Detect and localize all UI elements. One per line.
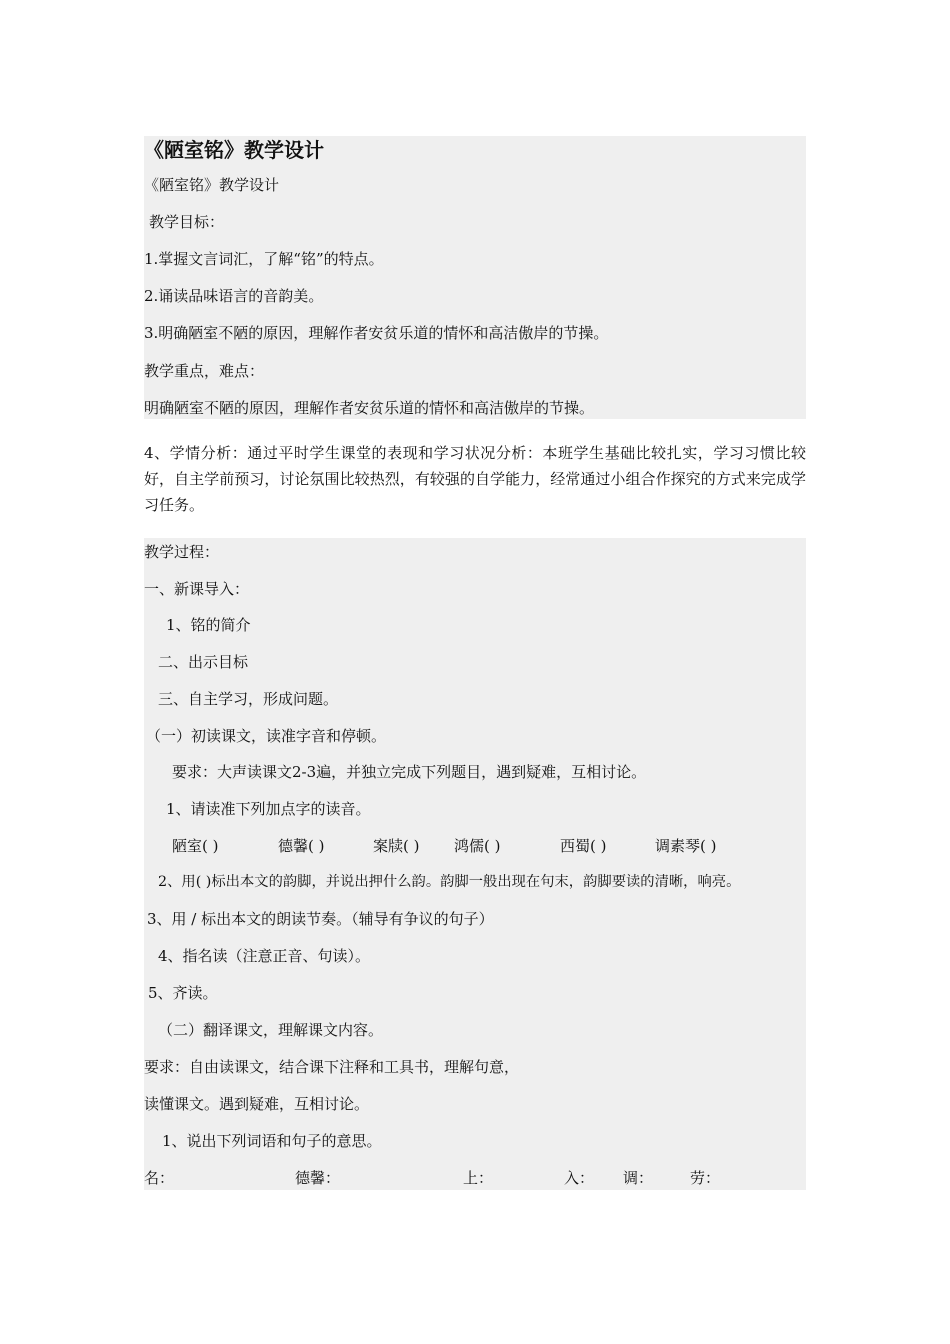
pinyin-item: 鸿儒( ) — [454, 837, 501, 855]
vocab-item: 上： — [463, 1169, 494, 1187]
intro-item: 1、铭的简介 — [166, 616, 251, 634]
objectives-heading: 教学目标： — [149, 213, 225, 231]
pinyin-item: 西蜀( ) — [560, 837, 607, 855]
objective-item: 3.明确陋室不陋的原因，理解作者安贫乐道的情怀和高洁傲岸的节操。 — [144, 324, 609, 342]
pinyin-item: 案牍( ) — [373, 837, 420, 855]
section-show-goals: 二、出示目标 — [158, 653, 249, 671]
task-6: 1、说出下列词语和句子的意思。 — [162, 1132, 382, 1150]
vocab-item: 劳： — [690, 1169, 721, 1187]
task-1: 1、请读准下列加点字的读音。 — [166, 800, 371, 818]
section-intro: 一、新课导入： — [144, 580, 250, 598]
task-2: 2、用( )标出本文的韵脚，并说出押什么韵。韵脚一般出现在句末，韵脚要读的清晰，响亮。 — [158, 874, 741, 890]
requirement-1: 要求：大声读课文2-3遍，并独立完成下列题目，遇到疑难，互相讨论。 — [172, 763, 647, 781]
task-4: 4、指名读（注意正音、句读）。 — [158, 947, 371, 965]
learner-analysis: 4、学情分析：通过平时学生课堂的表现和学习状况分析：本班学生基础比较扎实，学习习惯比较好，自主学前预习，讨论氛围比较热烈，有较强的自学能力，经常通过小组合作探究的方式来完成学习任务。 — [144, 444, 806, 514]
task-5: 5、齐读。 — [148, 984, 218, 1002]
requirement-2-line-2: 读懂课文。遇到疑难，互相讨论。 — [144, 1095, 370, 1113]
objective-item: 2.诵读品味语言的音韵美。 — [144, 287, 324, 305]
subsection-first-read: （一）初读课文，读准字音和停顿。 — [146, 727, 387, 745]
key-points-text: 明确陋室不陋的原因，理解作者安贫乐道的情怀和高洁傲岸的节操。 — [144, 399, 595, 417]
vocab-item: 名： — [144, 1169, 175, 1187]
document-title: 《陋室铭》教学设计 — [144, 138, 324, 162]
objective-item: 1.掌握文言词汇，了解“铭”的特点。 — [144, 250, 384, 268]
key-points-heading: 教学重点，难点： — [144, 362, 265, 380]
requirement-2-line-1: 要求：自由读课文，结合课下注释和工具书，理解句意， — [144, 1058, 520, 1076]
document-subtitle: 《陋室铭》教学设计 — [144, 176, 280, 194]
vocab-item: 调： — [623, 1169, 654, 1187]
pinyin-item: 陋室( ) — [172, 837, 219, 855]
highlight-block-process — [144, 538, 806, 1190]
pinyin-item: 调素琴( ) — [655, 837, 717, 855]
task-3: 3、用 / 标出本文的朗读节奏。（辅导有争议的句子） — [147, 910, 494, 928]
section-self-study: 三、自主学习，形成问题。 — [158, 690, 339, 708]
process-heading: 教学过程： — [144, 543, 220, 561]
pinyin-item: 德馨( ) — [278, 837, 325, 855]
vocab-item: 入： — [564, 1169, 595, 1187]
subsection-translate: （二）翻译课文，理解课文内容。 — [158, 1021, 384, 1039]
vocab-item: 德馨： — [295, 1169, 341, 1187]
